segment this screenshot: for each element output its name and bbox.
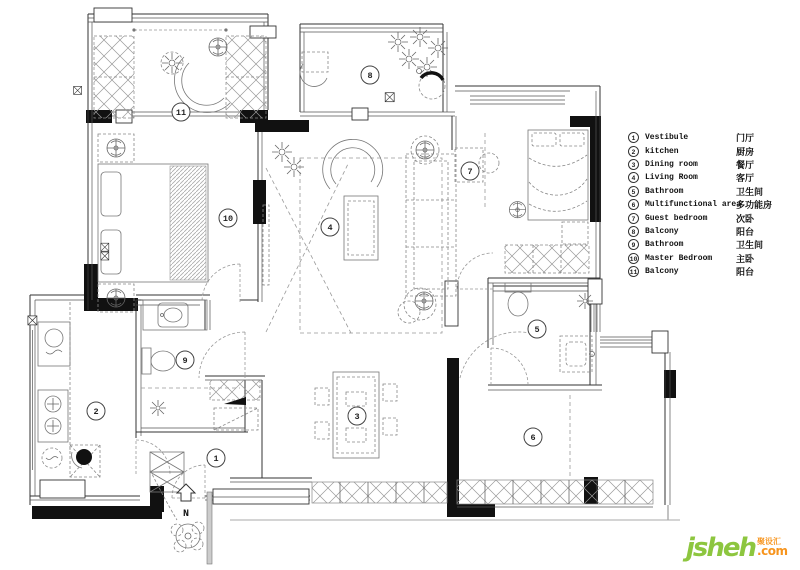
room-marker-number: 1 [213, 454, 219, 464]
legend-label-en: Bathroom [645, 186, 684, 196]
legend-number-badge: 7 [628, 213, 639, 224]
legend-label-en: Balcony [645, 226, 679, 236]
logo-tld-text: .com [757, 544, 788, 558]
legend-row [628, 131, 800, 144]
legend-row [628, 211, 800, 224]
legend-row [628, 238, 800, 251]
room-marker-number: 3 [354, 412, 360, 422]
legend-label-en: Living Room [645, 173, 698, 183]
legend-label-en: Guest bedroom [645, 213, 708, 223]
compass-north-label: N [182, 509, 190, 520]
room-marker-number: 10 [222, 214, 234, 224]
legend-label-zh: 客厅 [736, 174, 755, 185]
furniture-bathroom5 [505, 283, 595, 372]
legend-number-badge: 11 [628, 266, 639, 277]
room-marker-number: 9 [182, 356, 188, 366]
logo-tagline-text: 聚设汇 [757, 537, 782, 546]
legend-label-en: Dining room [645, 159, 698, 169]
legend-label-zh: 厨房 [736, 147, 755, 158]
room-marker-number: 8 [367, 71, 373, 81]
legend-label-zh: 卫生间 [736, 241, 764, 252]
room-marker-number: 11 [175, 108, 187, 118]
legend-row [628, 158, 800, 171]
furniture-living-room [263, 136, 456, 335]
legend [628, 131, 800, 278]
legend-label-zh: 多功能房 [736, 201, 773, 212]
legend-row [628, 198, 800, 211]
legend-label-zh: 次卧 [736, 214, 755, 225]
legend-label-en: Vestibule [645, 133, 689, 143]
legend-number-badge: 9 [628, 239, 639, 250]
legend-label-zh: 阳台 [736, 227, 755, 238]
legend-number-badge: 1 [628, 132, 639, 143]
legend-number-badge: 5 [628, 186, 639, 197]
legend-label-en: Multifunctional area [645, 200, 742, 210]
legend-number-badge: 6 [628, 199, 639, 210]
legend-label-en: Bathroom [645, 240, 684, 250]
furniture-balcony8 [300, 27, 448, 102]
legend-row [628, 171, 800, 184]
legend-number-badge: 2 [628, 146, 639, 157]
legend-number-badge: 3 [628, 159, 639, 170]
legend-number-badge: 8 [628, 226, 639, 237]
room-marker-number: 2 [93, 407, 99, 417]
legend-row [628, 144, 800, 157]
legend-label-zh: 卫生间 [736, 187, 764, 198]
legend-label-zh: 阳台 [736, 268, 755, 279]
legend-number-badge: 10 [628, 253, 639, 264]
furniture-guest-bedroom [455, 130, 588, 244]
legend-label-en: Balcony [645, 267, 679, 277]
legend-label-zh: 门厅 [736, 134, 755, 145]
logo-brand-text: jsheh [686, 533, 756, 563]
legend-label-zh: 主卧 [736, 254, 755, 265]
legend-row [628, 265, 800, 278]
legend-label-en: Master Bedroom [645, 253, 713, 263]
furniture-master-bedroom [98, 134, 208, 312]
legend-label-zh: 餐厅 [736, 160, 755, 171]
jsheh-logo [686, 535, 787, 561]
legend-row [628, 185, 800, 198]
room-marker-number: 6 [530, 433, 536, 443]
legend-number-badge: 4 [628, 172, 639, 183]
room-marker-number: 7 [467, 167, 473, 177]
legend-row [628, 252, 800, 265]
room-marker-number: 5 [534, 325, 540, 335]
room-markers [87, 66, 546, 467]
legend-row [628, 225, 800, 238]
room-marker-number: 4 [327, 223, 333, 233]
furniture-kitchen [28, 302, 100, 498]
legend-label-en: kitchen [645, 146, 679, 156]
